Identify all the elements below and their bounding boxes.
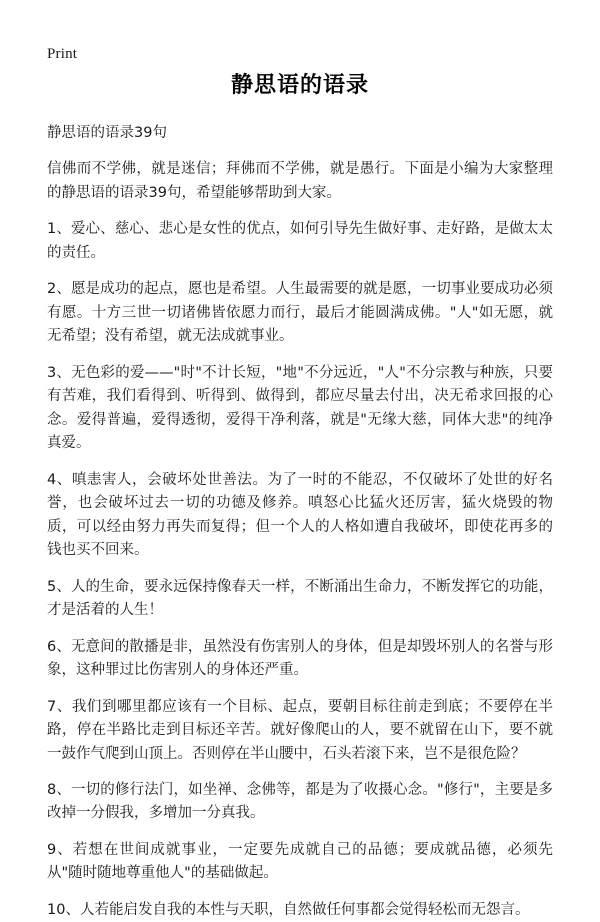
quote-item: 10、人若能启发自我的本性与天职，自然做任何事都会觉得轻松而无怨言。	[47, 901, 530, 918]
quote-item: 9、若想在世间成就事业，一定要先成就自己的品德；要成就品德，必须先从"随时随地尊重他人"的基础做起。	[47, 841, 553, 882]
quote-item: 5、人的生命，要永远保持像春天一样，不断涌出生命力，不断发挥它的功能，才是活着的人生！	[47, 578, 553, 619]
quote-item: 1、爱心、慈心、悲心是女性的优点，如何引导先生做好事、走好路，是做太太的责任。	[47, 221, 553, 261]
document-subtitle: 静思语的语录39句	[47, 124, 167, 141]
intro-paragraph: 信佛而不学佛，就是迷信；拜佛而不学佛，就是愚行。下面是小编为大家整理的静思语的语录39句，希望能够帮助到大家。	[47, 161, 553, 201]
page-title: 静思语的语录	[230, 73, 369, 98]
print-button[interactable]: Print	[47, 46, 78, 62]
quote-item: 3、无色彩的爱——"时"不计长短，"地"不分远近，"人"不分宗教与种族，只要有苦难，我们看得到、听得到、做得到，都应尽量去付出，决无希求回报的心念。爱得普遍，爱得透彻，爱得干净利落，就是"无缘大慈，同体大悲"的纯净真爱。	[47, 364, 553, 452]
print-toolbar	[47, 45, 77, 62]
quote-item: 4、嗔恚害人，会破坏处世善法。为了一时的不能忍，不仅破坏了处世的好名誉，也会破坏过去一切的功德及修养。嗔怒心比猛火还厉害，猛火烧毁的物质，可以经由努力再失而复得；但一个人的人格如遭自我破坏，即使花再多的钱也买不回来。	[47, 471, 553, 559]
quote-item: 6、无意间的散播是非，虽然没有伤害别人的身体，但是却毁坏别人的名誉与形象，这种罪过比伤害别人的身体还严重。	[47, 638, 553, 679]
quote-item: 7、我们到哪里都应该有一个目标、起点，要朝目标往前走到底；不要停在半路，停在半路比走到目标还辛苦。就好像爬山的人，要不就留在山下，要不就一鼓作气爬到山顶上。否则停在半山腰中，石头若滚下来，岂不是很危险？	[47, 698, 553, 762]
quote-item: 2、愿是成功的起点，愿也是希望。人生最需要的就是愿，一切事业要成功必须有愿。十方三世一切诸佛皆依愿力而行，最后才能圆满成佛。"人"如无愿，就无希望；没有希望，就无法成就事业。	[47, 281, 553, 345]
quote-item: 8、一切的修行法门，如坐禅、念佛等，都是为了收摄心念。"修行"，主要是多改掉一分假我，多增加一分真我。	[47, 782, 553, 822]
document-body	[47, 72, 553, 922]
